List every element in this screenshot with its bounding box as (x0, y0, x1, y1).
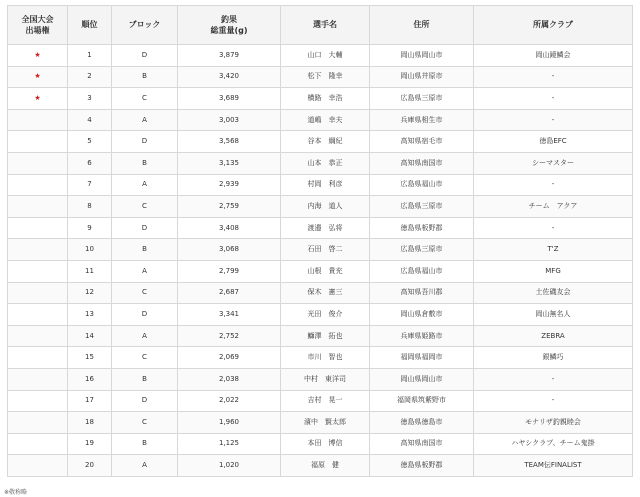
cell-address: 兵庫県相生市 (370, 109, 474, 131)
cell-weight: 1,125 (178, 433, 281, 455)
table-row (8, 455, 633, 477)
star-icon (8, 433, 68, 455)
cell-club: チーム アクア (474, 196, 633, 218)
cell-club: ZEBRA (474, 325, 633, 347)
cell-club: 土佐磯友会 (474, 282, 633, 304)
cell-block: B (112, 368, 178, 390)
star-icon: ★ (8, 88, 68, 110)
header-national-line1: 全国大会 (21, 15, 54, 24)
star-icon (8, 412, 68, 434)
cell-block: D (112, 304, 178, 326)
cell-club: 岡山鏡鱗会 (474, 45, 633, 67)
table-row (8, 390, 633, 412)
table-row (8, 412, 633, 434)
cell-block: B (112, 66, 178, 88)
cell-rank: 12 (68, 282, 112, 304)
cell-player-name: 光田 俊介 (281, 304, 370, 326)
table-row (8, 131, 633, 153)
header-total-weight (178, 6, 281, 45)
cell-player-name: 渡邉 弘将 (281, 217, 370, 239)
table-row (8, 109, 633, 131)
header-address: 住所 (370, 6, 474, 45)
cell-address: 広島県三原市 (370, 196, 474, 218)
star-icon (8, 131, 68, 153)
cell-block: D (112, 217, 178, 239)
cell-rank: 7 (68, 174, 112, 196)
cell-weight: 2,939 (178, 174, 281, 196)
cell-block: B (112, 239, 178, 261)
table-row (8, 368, 633, 390)
cell-weight: 1,020 (178, 455, 281, 477)
cell-block: B (112, 152, 178, 174)
cell-block: A (112, 260, 178, 282)
cell-weight: 3,879 (178, 45, 281, 67)
star-icon (8, 347, 68, 369)
cell-rank: 13 (68, 304, 112, 326)
cell-player-name: 村岡 利彦 (281, 174, 370, 196)
star-icon (8, 217, 68, 239)
cell-address: 広島県三原市 (370, 239, 474, 261)
cell-club: 岡山無名人 (474, 304, 633, 326)
cell-weight: 3,568 (178, 131, 281, 153)
star-icon (8, 109, 68, 131)
cell-address: 高知県宿毛市 (370, 131, 474, 153)
star-icon (8, 390, 68, 412)
cell-player-name: 鰤澤 拓也 (281, 325, 370, 347)
cell-club: ハヤシクラブ、チーム鬼掛 (474, 433, 633, 455)
star-icon (8, 196, 68, 218)
cell-address: 高知県南国市 (370, 433, 474, 455)
star-icon (8, 304, 68, 326)
cell-weight: 3,135 (178, 152, 281, 174)
footnote: ※敬称略 (4, 489, 28, 496)
cell-player-name: 本田 博信 (281, 433, 370, 455)
cell-weight: 3,341 (178, 304, 281, 326)
cell-address: 広島県三原市 (370, 88, 474, 110)
header-rank: 順位 (68, 6, 112, 45)
cell-weight: 2,752 (178, 325, 281, 347)
cell-player-name: 横路 幸浩 (281, 88, 370, 110)
table-row (8, 217, 633, 239)
cell-block: C (112, 282, 178, 304)
cell-rank: 17 (68, 390, 112, 412)
table-row (8, 152, 633, 174)
header-weight-line2: 総重量(g) (210, 26, 248, 35)
cell-player-name: 福原 健 (281, 455, 370, 477)
cell-player-name: 道嶋 幸夫 (281, 109, 370, 131)
cell-address: 岡山県倉敷市 (370, 304, 474, 326)
table-row (8, 347, 633, 369)
cell-weight: 2,022 (178, 390, 281, 412)
cell-club: TEAM伝FINALIST (474, 455, 633, 477)
cell-weight: 2,038 (178, 368, 281, 390)
cell-player-name: 中村 東洋司 (281, 368, 370, 390)
cell-block: A (112, 325, 178, 347)
star-icon (8, 174, 68, 196)
cell-rank: 8 (68, 196, 112, 218)
cell-address: 広島県福山市 (370, 260, 474, 282)
cell-club: - (474, 390, 633, 412)
cell-rank: 10 (68, 239, 112, 261)
cell-club: モナリザ釣親睦会 (474, 412, 633, 434)
star-icon (8, 239, 68, 261)
table-row (8, 45, 633, 67)
header-block: ブロック (112, 6, 178, 45)
cell-player-name: 濱中 賢太郎 (281, 412, 370, 434)
cell-weight: 3,003 (178, 109, 281, 131)
table-row (8, 282, 633, 304)
star-icon: ★ (8, 66, 68, 88)
cell-block: C (112, 196, 178, 218)
cell-player-name: 松下 隆幸 (281, 66, 370, 88)
star-icon (8, 325, 68, 347)
cell-weight: 2,687 (178, 282, 281, 304)
cell-block: D (112, 45, 178, 67)
cell-block: D (112, 131, 178, 153)
cell-address: 兵庫県姫路市 (370, 325, 474, 347)
cell-club: T'Z (474, 239, 633, 261)
cell-block: A (112, 455, 178, 477)
cell-block: B (112, 433, 178, 455)
cell-rank: 3 (68, 88, 112, 110)
star-icon (8, 455, 68, 477)
header-national-qualification (8, 6, 68, 45)
cell-address: 福岡県福岡市 (370, 347, 474, 369)
cell-block: A (112, 174, 178, 196)
cell-rank: 20 (68, 455, 112, 477)
cell-rank: 6 (68, 152, 112, 174)
cell-club: - (474, 88, 633, 110)
cell-weight: 2,759 (178, 196, 281, 218)
cell-player-name: 内海 道人 (281, 196, 370, 218)
cell-block: D (112, 390, 178, 412)
cell-address: 広島県福山市 (370, 174, 474, 196)
cell-weight: 3,068 (178, 239, 281, 261)
table-row (8, 88, 633, 110)
star-icon (8, 152, 68, 174)
cell-address: 岡山県井原市 (370, 66, 474, 88)
cell-club: シーマスター (474, 152, 633, 174)
header-national-line2: 出場権 (25, 26, 50, 35)
cell-rank: 16 (68, 368, 112, 390)
cell-player-name: 山本 恭正 (281, 152, 370, 174)
cell-club: 徳島EFC (474, 131, 633, 153)
cell-rank: 5 (68, 131, 112, 153)
cell-rank: 9 (68, 217, 112, 239)
cell-weight: 2,799 (178, 260, 281, 282)
header-row (8, 6, 633, 45)
cell-rank: 1 (68, 45, 112, 67)
table-row (8, 174, 633, 196)
results-table (7, 5, 633, 477)
cell-rank: 18 (68, 412, 112, 434)
cell-block: C (112, 88, 178, 110)
cell-address: 徳島県板野郡 (370, 455, 474, 477)
cell-block: A (112, 109, 178, 131)
star-icon (8, 368, 68, 390)
cell-address: 高知県吾川郡 (370, 282, 474, 304)
cell-weight: 1,960 (178, 412, 281, 434)
cell-player-name: 山根 貴充 (281, 260, 370, 282)
cell-rank: 2 (68, 66, 112, 88)
cell-club: 銀鱗巧 (474, 347, 633, 369)
cell-club: - (474, 174, 633, 196)
cell-weight: 3,408 (178, 217, 281, 239)
cell-address: 岡山県岡山市 (370, 45, 474, 67)
cell-player-name: 谷本 綱紀 (281, 131, 370, 153)
cell-block: C (112, 412, 178, 434)
cell-weight: 3,420 (178, 66, 281, 88)
header-player-name: 選手名 (281, 6, 370, 45)
cell-club: - (474, 109, 633, 131)
cell-rank: 14 (68, 325, 112, 347)
cell-rank: 19 (68, 433, 112, 455)
star-icon (8, 282, 68, 304)
cell-address: 徳島県板野郡 (370, 217, 474, 239)
cell-block: C (112, 347, 178, 369)
table-row (8, 260, 633, 282)
table-row (8, 239, 633, 261)
header-weight-line1: 釣果 (221, 15, 237, 24)
cell-club: MFG (474, 260, 633, 282)
star-icon: ★ (8, 45, 68, 67)
cell-rank: 11 (68, 260, 112, 282)
cell-player-name: 保木 憲三 (281, 282, 370, 304)
cell-club: - (474, 368, 633, 390)
table-row (8, 196, 633, 218)
cell-address: 徳島県徳島市 (370, 412, 474, 434)
table-header (8, 6, 633, 45)
cell-weight: 3,689 (178, 88, 281, 110)
table-body (8, 45, 633, 477)
table-row (8, 325, 633, 347)
header-club: 所属クラブ (474, 6, 633, 45)
table-row (8, 433, 633, 455)
star-icon (8, 260, 68, 282)
cell-player-name: 石田 啓二 (281, 239, 370, 261)
cell-address: 岡山県岡山市 (370, 368, 474, 390)
cell-rank: 15 (68, 347, 112, 369)
cell-club: - (474, 217, 633, 239)
cell-player-name: 吉村 晃一 (281, 390, 370, 412)
cell-weight: 2,069 (178, 347, 281, 369)
cell-rank: 4 (68, 109, 112, 131)
table-row (8, 304, 633, 326)
cell-player-name: 山口 大輔 (281, 45, 370, 67)
cell-address: 高知県南国市 (370, 152, 474, 174)
table-row (8, 66, 633, 88)
cell-address: 福岡県筑紫野市 (370, 390, 474, 412)
cell-club: - (474, 66, 633, 88)
cell-player-name: 市川 智也 (281, 347, 370, 369)
